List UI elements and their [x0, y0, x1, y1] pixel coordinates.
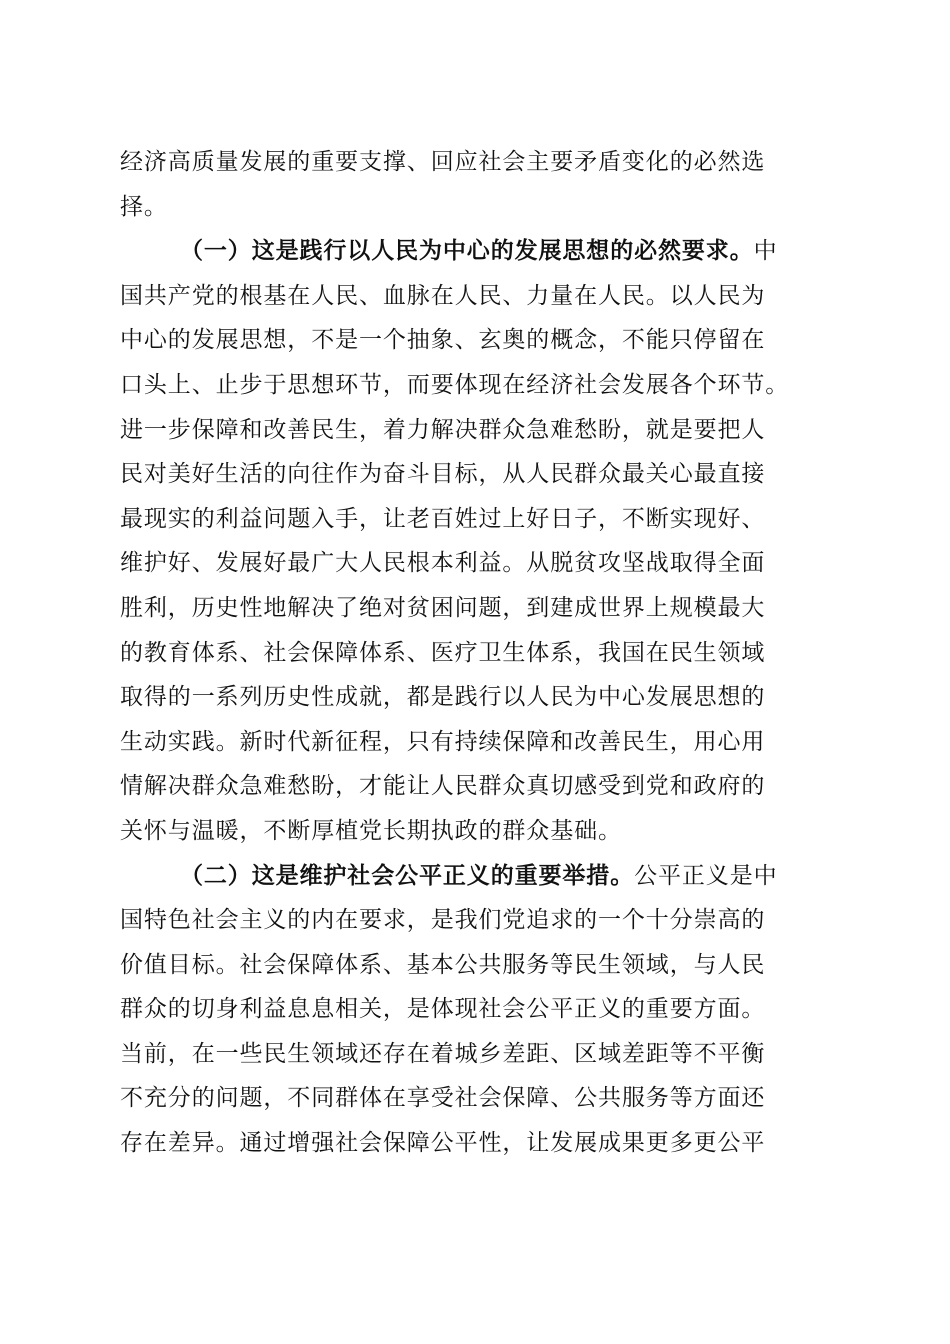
text-line: 生动实践。新时代新征程，只有持续保障和改善民生，用心用: [120, 728, 766, 755]
section-1-first-line-text: 中: [753, 238, 778, 265]
text-line: 中心的发展思想，不是一个抽象、玄奥的概念，不能只停留在: [120, 327, 766, 354]
text-line: 关怀与温暖，不断厚植党长期执政的群众基础。: [120, 817, 622, 844]
text-line: 维护好、发展好最广大人民根本利益。从脱贫攻坚战取得全面: [120, 550, 766, 577]
text-line: 经济高质量发展的重要支撑、回应社会主要矛盾变化的必然选: [120, 149, 766, 175]
text-line: 择。: [120, 193, 168, 220]
text-line: 的教育体系、社会保障体系、医疗卫生体系，我国在民生领域: [120, 639, 766, 666]
section-1-first-line: [120, 229, 835, 274]
section-2-first-line: [120, 854, 835, 899]
text-line: 进一步保障和改善民生，着力解决群众急难愁盼，就是要把人: [120, 416, 766, 443]
section-1-heading: （一）这是践行以人民为中心的发展思想的必然要求。: [180, 237, 754, 265]
text-line: 价值目标。社会保障体系、基本公共服务等民生领域，与人民: [120, 951, 766, 978]
text-line: 国共产党的根基在人民、血脉在人民、力量在人民。以人民为: [120, 282, 766, 309]
body-text: [120, 140, 835, 1166]
text-line: 民对美好生活的向往作为奋斗目标，从人民群众最关心最直接: [120, 461, 766, 488]
text-line: 国特色社会主义的内在要求，是我们党追求的一个十分崇高的: [120, 907, 766, 934]
text-line: 群众的切身利益息息相关，是体现社会公平正义的重要方面。: [120, 996, 766, 1023]
text-line: 当前，在一些民生领域还存在着城乡差距、区域差距等不平衡: [120, 1040, 766, 1067]
section-2-first-line-text: 公平正义是中: [634, 862, 778, 889]
text-line: 不充分的问题，不同群体在享受社会保障、公共服务等方面还: [120, 1085, 766, 1112]
text-line: 取得的一系列历史性成就，都是践行以人民为中心发展思想的: [120, 684, 766, 711]
section-2-heading: （二）这是维护社会公平正义的重要举措。: [180, 861, 635, 889]
text-line: 存在差异。通过增强社会保障公平性，让发展成果更多更公平: [120, 1130, 766, 1157]
text-line: 最现实的利益问题入手，让老百姓过上好日子，不断实现好、: [120, 505, 766, 532]
text-line: 口头上、止步于思想环节，而要体现在经济社会发展各个环节。: [120, 371, 790, 398]
text-line: 胜利，历史性地解决了绝对贫困问题，到建成世界上规模最大: [120, 594, 766, 621]
text-line: 情解决群众急难愁盼，才能让人民群众真切感受到党和政府的: [120, 773, 766, 800]
